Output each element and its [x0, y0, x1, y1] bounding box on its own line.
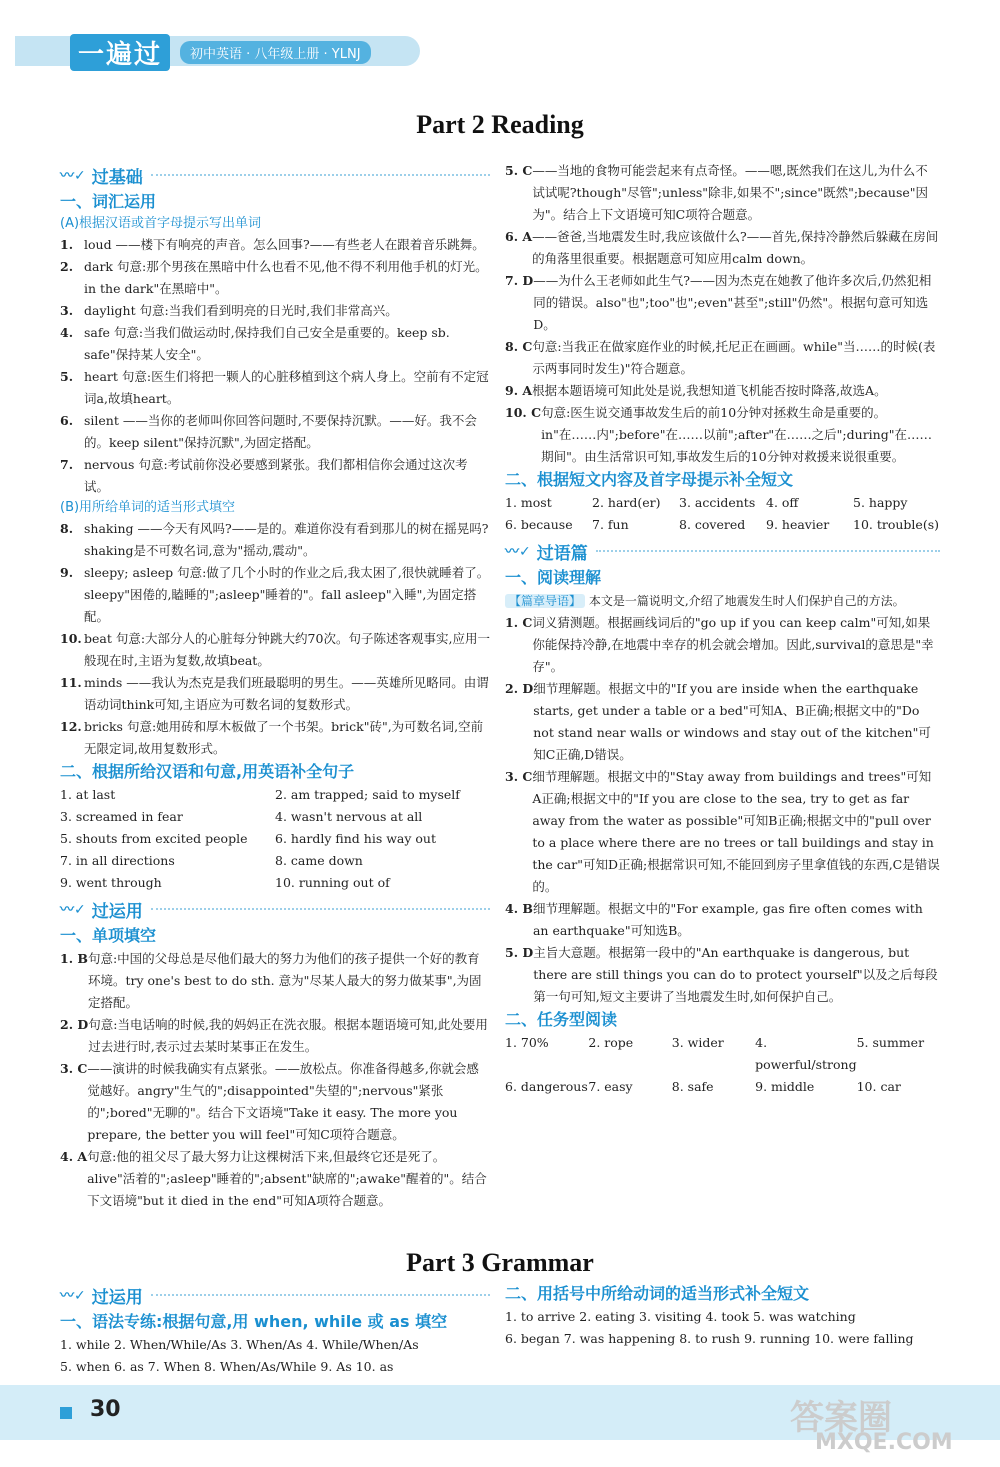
- item-text: shaking ——今天有风吗?——是的。难道你没有看到那儿的树在摇晃吗?shaking是不可数名词,意为"摇动,震动"。: [84, 521, 489, 558]
- answer-item: [505, 766, 940, 898]
- item-number: 2. D: [505, 681, 534, 696]
- item-text: 主旨大意题。根据第一段中的"An earthquake is dangerous, but there are still things you can do to protect yourself"以及之后每段第一句可知,短文主要讲了当地震发生时,如何保护自己。: [533, 945, 938, 1004]
- answer-cell: 2. am trapped; said to myself: [275, 787, 460, 802]
- wave-icon: 〰✓: [60, 168, 86, 184]
- item-text: 细节理解题。根据文中的"If you are inside when the earthquake starts, get under a table or a bed"可知A、B正确;根据文中的"Do not stand near walls or windows and stay out of the kitchen"可知C正确,D错误。: [533, 681, 931, 762]
- item-text: dark 句意:那个男孩在黑暗中什么也看不见,他不得不利用他手机的灯光。in the dark"在黑暗中"。: [84, 259, 488, 296]
- page-marker: [60, 1407, 72, 1419]
- item-number: 4. B: [505, 901, 533, 916]
- item-number: 12.: [60, 719, 82, 734]
- item-number: 7. D: [505, 273, 534, 288]
- reading-list: [505, 612, 940, 1008]
- answer-cell: 5. happy: [853, 495, 908, 510]
- item-number: 7.: [60, 457, 74, 472]
- item-number: 1.: [60, 237, 74, 252]
- item-text: 词义猜测题。根据画线词后的"go up if you can keep calm"可知,如果你能保持冷静,在地震中幸存的机会就会增加。因此,survival的意思是"幸存"。: [532, 615, 934, 674]
- item-text: 句意:当电话响的时候,我的妈妈正在洗衣服。根据本题语境可知,此处要用过去进行时,表示过去某时某事正在发生。: [88, 1017, 488, 1054]
- answer-item: [60, 410, 490, 454]
- watermark: 答案圈: [790, 1398, 892, 1438]
- answer-cell: 4. off: [766, 495, 799, 510]
- header: [0, 28, 430, 74]
- item-number: 3. C: [505, 769, 533, 784]
- answer-item: [60, 234, 490, 256]
- answer-item: [60, 1014, 490, 1058]
- subheading-choice: 一、单项填空: [60, 926, 157, 945]
- answer-cell: 7. easy: [588, 1079, 633, 1094]
- answer-item: [60, 366, 490, 410]
- answer-cell: 7. fun: [592, 517, 629, 532]
- answer-cell: 7. in all directions: [60, 853, 175, 868]
- part3-title: Part 3 Grammar: [406, 1248, 594, 1277]
- answer-cell: 6. dangerous: [505, 1079, 588, 1094]
- item-number: 3. C: [60, 1061, 88, 1076]
- vocab-a-list: [60, 234, 490, 498]
- item-number: 11.: [60, 675, 82, 690]
- answer-row: 1. to arrive 2. eating 3. visiting 4. took 5. was watching: [505, 1309, 856, 1324]
- section-basics: 〰✓ 过基础: [60, 162, 490, 188]
- item-text: minds ——我认为杰克是我们班最聪明的男生。——英雄所见略同。由谓语动词think可知,主语应为可数名词的复数形式。: [84, 675, 489, 712]
- answer-item: [60, 322, 490, 366]
- answer-row: 1. while 2. When/While/As 3. When/As 4. While/When/As: [60, 1337, 419, 1352]
- item-number: 2.: [60, 259, 74, 274]
- right-column: [505, 160, 940, 1098]
- item-number: 10. C: [505, 405, 542, 420]
- item-text: loud ——楼下有响亮的声音。怎么回事?——有些老人在跟着音乐跳舞。: [84, 237, 485, 252]
- answer-cell: 3. screamed in fear: [60, 809, 183, 824]
- answer-item: [505, 942, 940, 1008]
- answer-item: [60, 948, 490, 1014]
- sentence-answers: [60, 784, 490, 894]
- item-number: 2. D: [60, 1017, 89, 1032]
- item-text: 句意:医生说交通事故发生后的前10分钟对拯救生命是重要的。in"在……内";before"在……以前";after"在……之后";during"在……期间"。由生活常识可知,事故发生后的10分钟对救援来说很重要。: [541, 405, 932, 464]
- answer-cell: 10. car: [856, 1079, 901, 1094]
- choice-list-cont: [505, 160, 940, 468]
- answer-cell: 5. shouts from excited people: [60, 831, 248, 846]
- item-text: sleepy; asleep 句意:做了几个小时的作业之后,我太困了,很快就睡着了。sleepy"困倦的,瞌睡的";asleep"睡着的"。fall asleep"入睡",为固定搭配。: [84, 565, 490, 624]
- part2-title: Part 2 Reading: [416, 110, 584, 139]
- item-number: 6.: [60, 413, 74, 428]
- answer-item: [60, 672, 490, 716]
- item-text: safe 句意:当我们做运动时,保持我们自己安全是重要的。keep sb. safe"保持某人安全"。: [84, 325, 450, 362]
- item-number: 9. A: [505, 383, 533, 398]
- answer-cell: 2. rope: [588, 1035, 634, 1050]
- answer-cell: 5. summer: [856, 1035, 925, 1050]
- task-answers: [505, 1032, 940, 1098]
- item-number: 6. A: [505, 229, 533, 244]
- answer-row: 6. began 7. was happening 8. to rush 9. running 10. were falling: [505, 1331, 914, 1346]
- answer-cell: 8. covered: [679, 517, 746, 532]
- vocab-b-list: [60, 518, 490, 760]
- item-text: ——为什么王老师如此生气?——因为杰克在她教了他许多次后,仍然犯相同的错误。also"也";too"也";even"甚至";still"仍然"。根据句意可知选D。: [533, 273, 932, 332]
- answer-item: [60, 716, 490, 760]
- item-text: ——爸爸,当地震发生时,我应该做什么?——首先,保持冷静然后躲藏在房间的角落里很重要。根据题意可知应用calm down。: [532, 229, 939, 266]
- item-text: 句意:当我正在做家庭作业的时候,托尼正在画画。while"当……的时候(表示两事同时发生)"符合题意。: [532, 339, 936, 376]
- item-number: 8.: [60, 521, 74, 536]
- item-text: 句意:他的祖父尽了最大努力让这棵树活下来,但最终它还是死了。alive"活着的";asleep"睡着的";absent"缺席的";awake"醒着的"。结合下文语境"but it died in the end"可知A项符合题意。: [87, 1149, 487, 1208]
- section-passage: 〰✓ 过语篇: [505, 538, 940, 564]
- answer-cell: 1. 70%: [505, 1035, 549, 1050]
- answer-cell: 9. heavier: [766, 517, 830, 532]
- item-text: ——当地的食物可能尝起来有点奇怪。——嗯,既然我们在这儿,为什么不试试呢?though"尽管";unless"除非,如果不";since"既然";because"因为"。结合上下文语境可知C项符合题意。: [532, 163, 929, 222]
- answer-item: [505, 898, 940, 942]
- item-text: 细节理解题。根据文中的"For example, gas fire often comes with an earthquake"可知选B。: [532, 901, 923, 938]
- section-grammar: 〰✓ 过运用: [60, 1282, 490, 1308]
- passage-guide: 【篇章导语】 本文是一篇说明文,介绍了地震发生时人们保护自己的方法。: [505, 590, 940, 612]
- answer-item: [60, 1058, 490, 1146]
- answer-item: [60, 1146, 490, 1212]
- answer-item: [505, 270, 940, 336]
- answer-item: [60, 256, 490, 300]
- item-text: silent ——当你的老师叫你回答问题时,不要保持沉默。——好。我不会的。keep silent"保持沉默",为固定搭配。: [84, 413, 477, 450]
- answer-item: [60, 628, 490, 672]
- item-number: 5. D: [505, 945, 534, 960]
- brand-logo: 一遍过: [70, 34, 170, 71]
- item-text: daylight 句意:当我们看到明亮的日光时,我们非常高兴。: [84, 303, 398, 318]
- subheading-cloze: 二、根据短文内容及首字母提示补全短文: [505, 470, 794, 489]
- answer-cell: 10. running out of: [275, 875, 390, 890]
- section-practice: 〰✓ 过运用: [60, 896, 490, 922]
- item-number: 1. C: [505, 615, 533, 630]
- grammar-drill-answers: [60, 1334, 490, 1378]
- item-text: ——演讲的时候我确实有点紧张。——放松点。你准备得越多,你就会感觉越好。angry"生气的";disappointed"失望的";nervous"紧张的";bored"无聊的"。结合下文语境"Take it easy. The more you prepare, the better you will feel"可知C项符合题意。: [87, 1061, 479, 1142]
- answer-item: [60, 562, 490, 628]
- subheading-grammar-drill: 一、语法专练:根据句意,用 when, while 或 as 填空: [60, 1312, 448, 1331]
- book-subtitle: 初中英语 · 八年级上册 · YLNJ: [180, 41, 371, 64]
- answer-cell: 6. because: [505, 517, 573, 532]
- item-text: bricks 句意:她用砖和厚木板做了一个书架。brick"砖",为可数名词,空前无限定词,故用复数形式。: [84, 719, 484, 756]
- answer-item: [60, 300, 490, 322]
- answer-cell: 1. at last: [60, 787, 116, 802]
- answer-cell: 1. most: [505, 495, 552, 510]
- answer-cell: 2. hard(er): [592, 495, 661, 510]
- answer-item: [505, 402, 940, 468]
- verb-form-answers: [505, 1306, 940, 1350]
- cloze-answers: [505, 492, 940, 536]
- item-number: 8. C: [505, 339, 533, 354]
- answer-cell: 8. safe: [671, 1079, 714, 1094]
- item-number: 10.: [60, 631, 82, 646]
- choice-list: [60, 948, 490, 1212]
- item-text: 句意:中国的父母总是尽他们最大的努力为他们的孩子提供一个好的教育环境。try one's best to do sth. 意为"尽某人最大的努力做某事",为固定搭配。: [87, 951, 482, 1010]
- subheading-vocab: 一、词汇运用: [60, 192, 157, 211]
- answer-item: [60, 454, 490, 498]
- subheading-b: (B)用所给单词的适当形式填空: [60, 500, 236, 515]
- item-number: 5. C: [505, 163, 533, 178]
- grammar-right: [505, 1282, 940, 1350]
- item-number: 1. B: [60, 951, 88, 966]
- subheading-task: 二、任务型阅读: [505, 1010, 618, 1029]
- answer-item: [505, 612, 940, 678]
- item-text: nervous 句意:考试前你没必要感到紧张。我们都相信你会通过这次考试。: [84, 457, 468, 494]
- answer-row: 5. when 6. as 7. When 8. When/As/While 9. As 10. as: [60, 1359, 394, 1374]
- answer-item: [60, 518, 490, 562]
- left-column: [60, 160, 490, 1212]
- item-text: beat 句意:大部分人的心脏每分钟跳大约70次。句子陈述客观事实,应用一般现在时,主语为复数,故填beat。: [84, 631, 490, 668]
- item-number: 4. A: [60, 1149, 88, 1164]
- item-text: 根据本题语境可知此处是说,我想知道飞机能否按时降落,故选A。: [532, 383, 887, 398]
- grammar-left: [60, 1280, 490, 1378]
- wave-icon: 〰✓: [60, 1288, 86, 1304]
- item-number: 3.: [60, 303, 74, 318]
- answer-cell: 4. wasn't nervous at all: [275, 809, 423, 824]
- page-number: 30: [90, 1397, 121, 1422]
- answer-cell: 3. accidents: [679, 495, 756, 510]
- subheading-a: (A)根据汉语或首字母提示写出单词: [60, 216, 262, 231]
- answer-cell: 9. went through: [60, 875, 162, 890]
- answer-item: [505, 336, 940, 380]
- wave-icon: 〰✓: [505, 544, 531, 560]
- subheading-verb-forms: 二、用括号中所给动词的适当形式补全短文: [505, 1284, 810, 1303]
- item-text: heart 句意:医生们将把一颗人的心脏移植到这个病人身上。空前有不定冠词a,故填heart。: [84, 369, 489, 406]
- answer-item: [505, 160, 940, 226]
- answer-cell: 6. hardly find his way out: [275, 831, 436, 846]
- answer-cell: 4. powerful/strong: [755, 1035, 857, 1072]
- watermark-url: MXQE.COM: [815, 1430, 953, 1455]
- item-text: 细节理解题。根据文中的"Stay away from buildings and trees"可知A正确;根据文中的"If you are close to the sea, try to get as far away from the water as possible"可知B正确;根据文中的"pull over to a place where there are no trees or tall buildings and stay in the car"可知D正确;根据常识可知,不能回到房子里拿值钱的东西,C是错误的。: [532, 769, 940, 894]
- subheading-sentences: 二、根据所给汉语和句意,用英语补全句子: [60, 762, 355, 781]
- answer-item: [505, 678, 940, 766]
- wave-icon: 〰✓: [60, 902, 86, 918]
- item-number: 4.: [60, 325, 74, 340]
- answer-cell: 9. middle: [755, 1079, 815, 1094]
- answer-cell: 8. came down: [275, 853, 363, 868]
- answer-item: [505, 226, 940, 270]
- answer-item: [505, 380, 940, 402]
- subheading-reading: 一、阅读理解: [505, 568, 602, 587]
- item-number: 5.: [60, 369, 74, 384]
- answer-cell: 3. wider: [671, 1035, 724, 1050]
- item-number: 9.: [60, 565, 74, 580]
- answer-cell: 10. trouble(s): [853, 517, 939, 532]
